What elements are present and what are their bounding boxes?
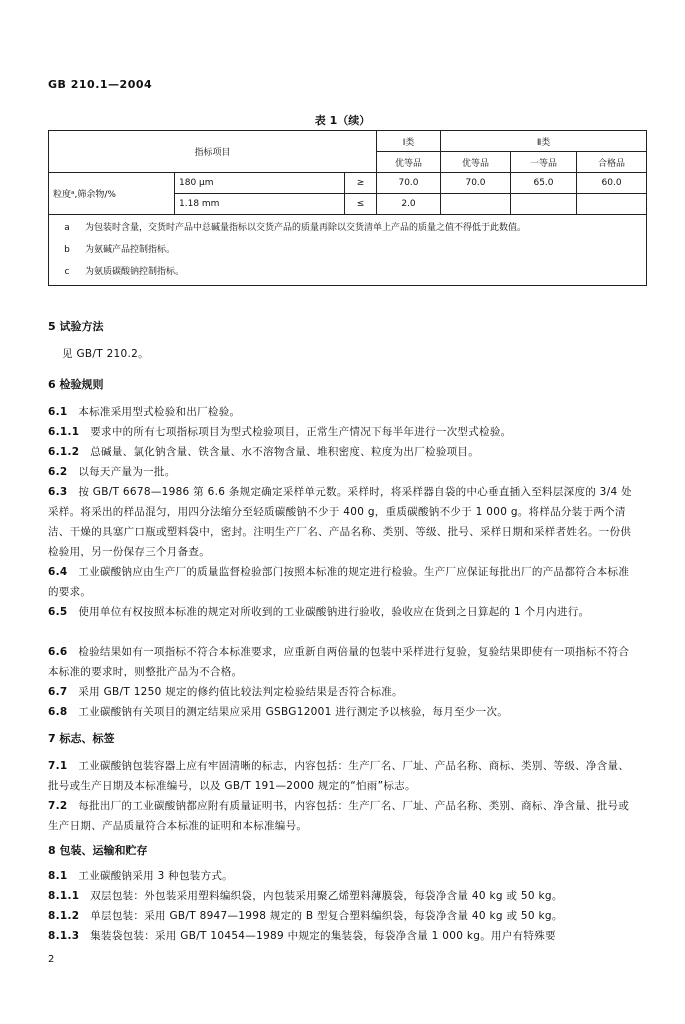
section-7-title: 7 标志、标签 — [48, 732, 115, 745]
section-6-title: 6 检验规则 — [48, 378, 104, 391]
section-8-title: 8 包装、运输和贮存 — [48, 844, 148, 857]
clause-no: 6.1 — [48, 406, 68, 418]
clause-text: 工业碳酸钠包装容器上应有牢固清晰的标志，内容包括：生产厂名、厂址、产品名称、商标、类别、等级、净含量、批号或生产日期及本标准编号，以及 GB/T 191—2000 规定的“怕雨”标志。 — [48, 760, 630, 792]
value-cell: 70.0 — [377, 173, 441, 194]
clause — [48, 602, 633, 622]
clause-no: 6.3 — [48, 486, 68, 498]
clause-no: 8.1 — [48, 870, 68, 882]
clause — [48, 796, 633, 836]
clause-text: 本标准采用型式检验和出厂检验。 — [78, 406, 241, 418]
section-5-body: 见 GB/T 210.2。 — [62, 348, 149, 360]
table-note — [57, 221, 638, 235]
clause-text: 采用 GB/T 1250 规定的修约值比较法判定检验结果是否符合标准。 — [78, 686, 403, 698]
clause — [48, 642, 633, 682]
clause — [48, 886, 633, 906]
clause-text: 总碱量、氯化钠含量、铁含量、水不溶物含量、堆积密度、粒度为出厂检验项目。 — [90, 446, 480, 458]
clause — [48, 926, 633, 946]
clause-no: 6.6 — [48, 646, 68, 658]
clause-text: 工业碳酸钠有关项目的测定结果应采用 GSBG12001 进行测定予以核验，每月至少一次。 — [78, 706, 509, 718]
standard-number: GB 210.1—2004 — [48, 78, 153, 91]
col-item-header: 指标项目 — [49, 131, 377, 173]
clause-text: 使用单位有权按照本标准的规定对所收到的工业碳酸钠进行验收，验收应在货到之日算起的 1 个月内进行。 — [78, 606, 590, 618]
clause — [48, 562, 633, 602]
clause-no: 8.1.1 — [48, 890, 80, 902]
clause-text: 每批出厂的工业碳酸钠都应附有质量证明书，内容包括：生产厂名、厂址、产品名称、类别、商标、净含量、批号或生产日期、产品质量符合本标准的证明和本标准编号。 — [48, 800, 630, 832]
note-mark: a — [64, 223, 70, 233]
row-label: 粒度ᵃ,筛余物/% — [49, 173, 175, 215]
col-class1-header: Ⅰ类 — [377, 131, 441, 152]
clause — [48, 702, 633, 722]
clause-no: 6.5 — [48, 606, 68, 618]
clause-text: 以每天产量为一批。 — [78, 466, 176, 478]
note-text: 为氨质碳酸钠控制指标。 — [85, 267, 185, 277]
clause-no: 8.1.2 — [48, 910, 80, 922]
value-cell — [511, 194, 577, 215]
clause-text: 按 GB/T 6678—1986 第 6.6 条规定确定采样单元数。采样时，将采样器自袋的中心垂直插入至料层深度的 3/4 处采样。将采出的样品混匀，用四分法缩分至轻质碳酸钠不少于 400 g，重质碳酸钠不少于 1 000 g。将样品分装于两个清洁、干燥的具塞广口瓶或塑料袋中，密封。注明生产厂名、产品名称、类别、等级、批号、采样日期和采样者姓名。一份供检验用，另一份保存三个月备查。 — [48, 486, 632, 558]
table-note — [57, 243, 638, 257]
value-cell — [441, 194, 511, 215]
clause-text: 工业碳酸钠应由生产厂的质量监督检验部门按照本标准的规定进行检验。生产厂应保证每批出厂的产品都符合本标准的要求。 — [48, 566, 630, 598]
clause — [48, 422, 633, 442]
note-text: 为氨碱产品控制指标。 — [85, 245, 176, 255]
table-caption: 表 1（续） — [314, 114, 371, 127]
sub-superior-2: 优等品 — [441, 152, 511, 173]
clause — [48, 482, 633, 562]
clause — [48, 756, 633, 796]
table-notes — [49, 215, 647, 286]
section-5-title: 5 试验方法 — [48, 320, 104, 333]
table-header-row — [49, 131, 647, 152]
compare-cell: ≥ — [345, 173, 377, 194]
clause — [48, 442, 633, 462]
clause-text: 检验结果如有一项指标不符合本标准要求，应重新自两倍量的包装中采样进行复验，复验结果即使有一项指标不符合本标准的要求时，则整批产品为不合格。 — [48, 646, 630, 678]
clause-no: 7.1 — [48, 760, 68, 772]
spec-table — [48, 130, 647, 286]
clause — [48, 906, 633, 926]
size-cell: 1.18 mm — [175, 194, 345, 215]
clause-no: 6.7 — [48, 686, 68, 698]
clause-text: 要求中的所有七项指标项目为型式检验项目，正常生产情况下每半年进行一次型式检验。 — [90, 426, 512, 438]
clause-no: 6.8 — [48, 706, 68, 718]
col-class2-header: Ⅱ类 — [441, 131, 647, 152]
clause-text: 集装袋包装：采用 GB/T 10454—1989 中规定的集装袋，每袋净含量 1 000 kg。用户有特殊要 — [90, 930, 556, 942]
value-cell: 2.0 — [377, 194, 441, 215]
sub-superior-1: 优等品 — [377, 152, 441, 173]
clause — [48, 682, 633, 702]
sub-first-grade: 一等品 — [511, 152, 577, 173]
clause-text: 工业碳酸钠采用 3 种包装方式。 — [78, 870, 233, 882]
table-note — [57, 265, 638, 279]
value-cell: 60.0 — [577, 173, 647, 194]
note-mark: c — [64, 267, 70, 277]
clause-no: 6.1.2 — [48, 446, 80, 458]
clause-no: 7.2 — [48, 800, 68, 812]
note-text: 为包装时含量，交货时产品中总碱量指标以交货产品的质量再除以交货清单上产品的质量之值不得低于此数值。 — [85, 223, 527, 233]
clause-no: 6.1.1 — [48, 426, 80, 438]
clause — [48, 462, 633, 482]
compare-cell: ≤ — [345, 194, 377, 215]
value-cell: 65.0 — [511, 173, 577, 194]
size-cell: 180 μm — [175, 173, 345, 194]
clause-text: 双层包装：外包装采用塑料编织袋，内包装采用聚乙烯塑料薄膜袋，每袋净含量 40 kg 或 50 kg。 — [90, 890, 563, 902]
clause-no: 6.2 — [48, 466, 68, 478]
clause — [48, 402, 633, 422]
sub-qualified: 合格品 — [577, 152, 647, 173]
clause — [48, 866, 633, 886]
clause-text: 单层包装：采用 GB/T 8947—1998 规定的 B 型复合塑料编织袋，每袋净含量 40 kg 或 50 kg。 — [90, 910, 563, 922]
value-cell — [577, 194, 647, 215]
note-mark: b — [64, 245, 70, 255]
value-cell: 70.0 — [441, 173, 511, 194]
table-row — [49, 173, 647, 194]
clause-no: 8.1.3 — [48, 930, 80, 942]
clause-no: 6.4 — [48, 566, 68, 578]
page-number: 2 — [48, 954, 55, 965]
